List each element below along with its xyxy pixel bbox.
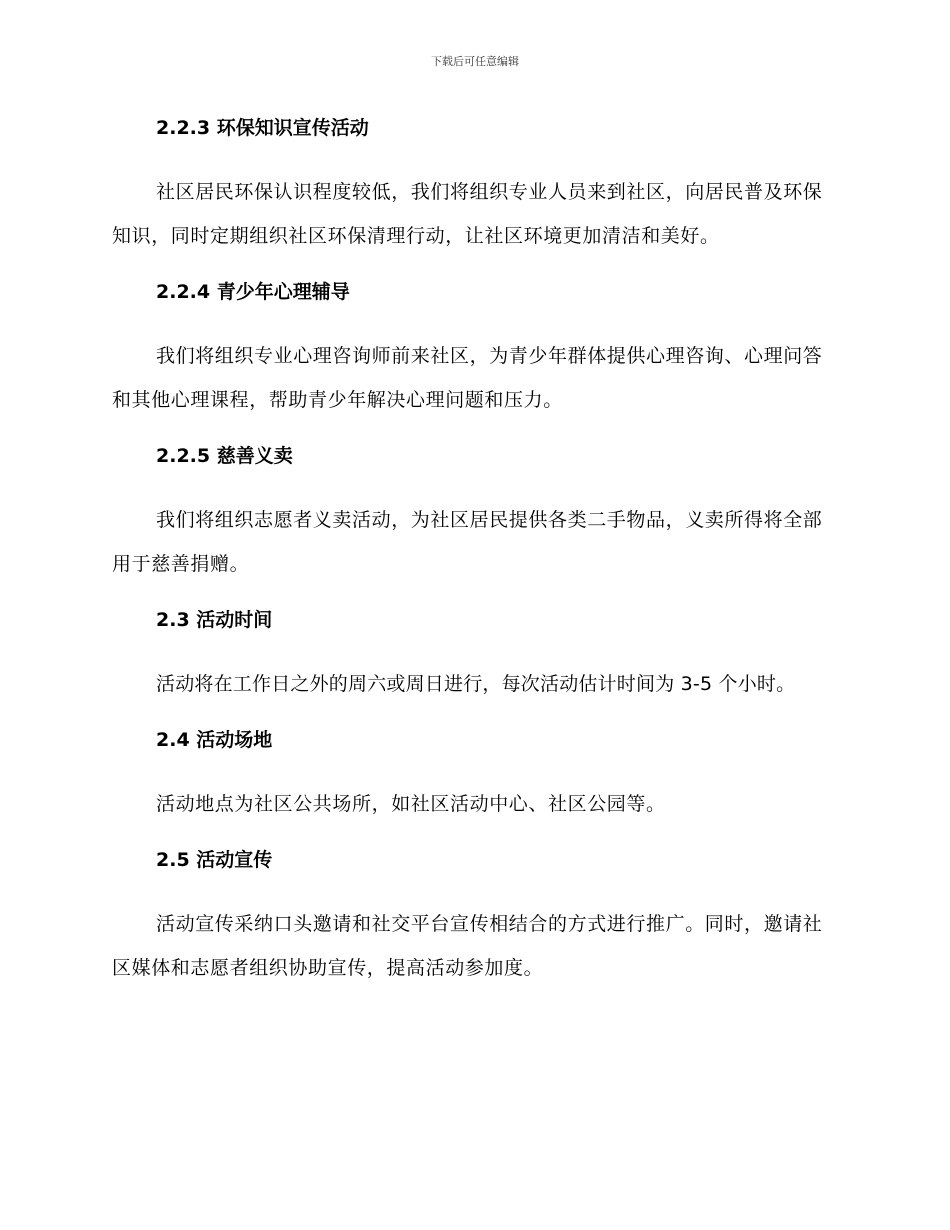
section-paragraph-2-2-4: 我们将组织专业心理咨询师前来社区，为青少年群体提供心理咨询、心理问答和其他心理课程，帮助青少年解决心理问题和压力。 (112, 345, 823, 411)
document-body (112, 112, 832, 1008)
section-heading-2-5: 2.5 活动宣传 (156, 849, 273, 871)
section-heading-2-2-5: 2.2.5 慈善义卖 (156, 445, 293, 467)
section-heading-2-4: 2.4 活动场地 (156, 729, 273, 751)
section-heading-2-2-3: 2.2.3 环保知识宣传活动 (156, 117, 369, 139)
section-paragraph-2-2-5: 我们将组织志愿者义卖活动，为社区居民提供各类二手物品，义卖所得将全部用于慈善捐赠。 (112, 509, 823, 575)
section-heading-2-3: 2.3 活动时间 (156, 609, 273, 631)
section-paragraph-2-4: 活动地点为社区公共场所，如社区活动中心、社区公园等。 (156, 793, 666, 815)
section-paragraph-2-3: 活动将在工作日之外的周六或周日进行，每次活动估计时间为 3-5 个小时。 (156, 673, 796, 695)
page-header: 下载后可任意编辑 (431, 55, 519, 68)
section-paragraph-2-5: 活动宣传采纳口头邀请和社交平台宣传相结合的方式进行推广。同时，邀请社区媒体和志愿者组织协助宣传，提高活动参加度。 (112, 913, 823, 979)
section-paragraph-2-2-3: 社区居民环保认识程度较低，我们将组织专业人员来到社区，向居民普及环保知识，同时定期组织社区环保清理行动，让社区环境更加清洁和美好。 (112, 181, 823, 247)
section-heading-2-2-4: 2.2.4 青少年心理辅导 (156, 281, 350, 303)
